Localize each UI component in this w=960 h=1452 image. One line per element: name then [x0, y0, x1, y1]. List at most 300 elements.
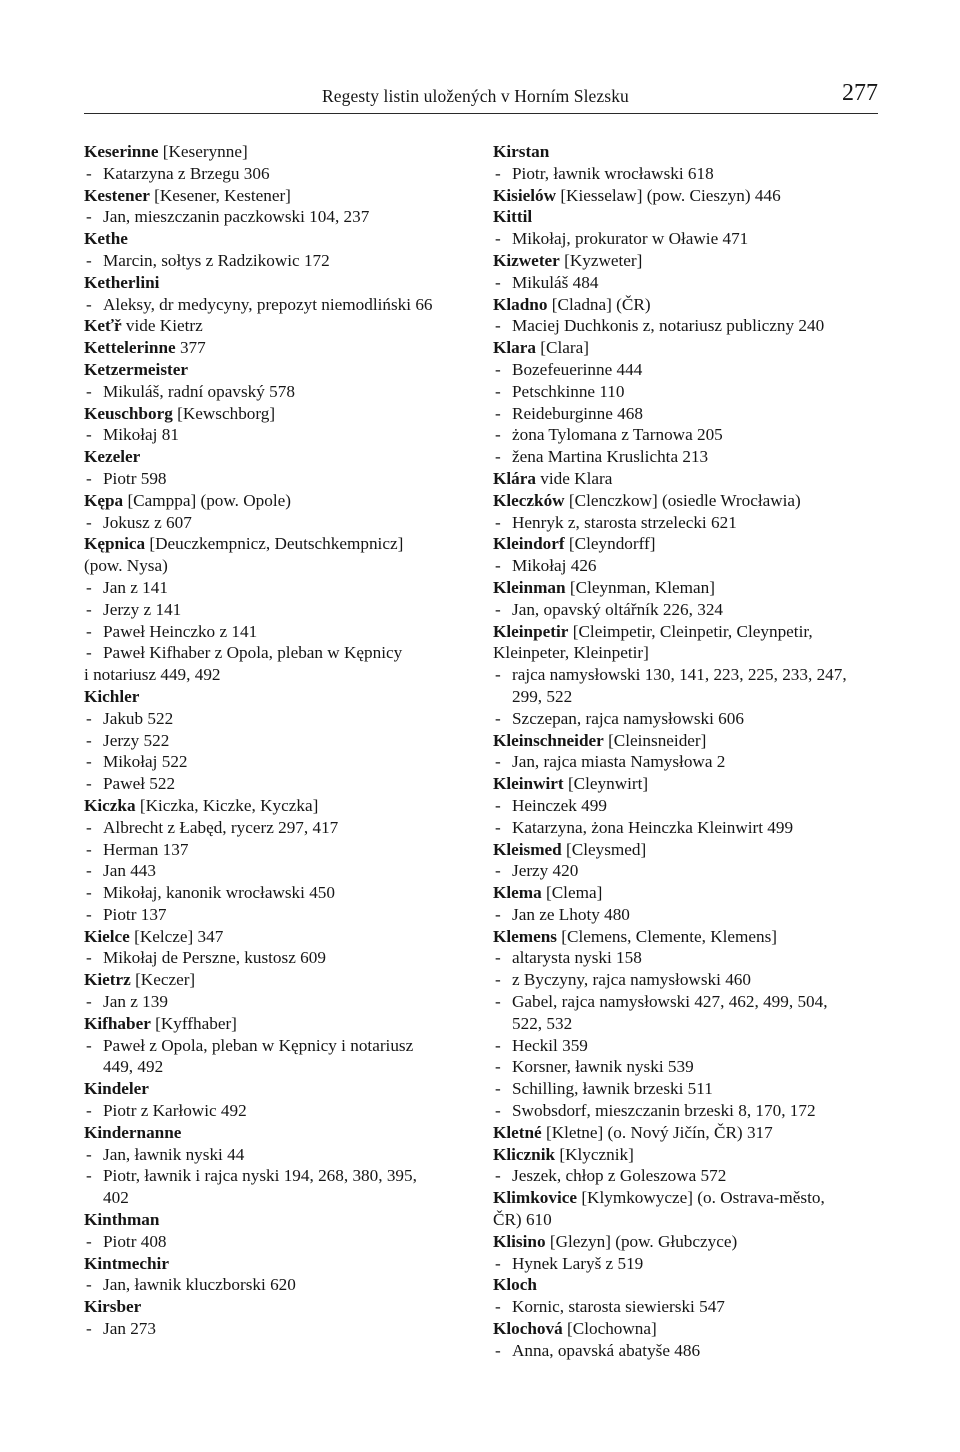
subentry [493, 1165, 893, 1187]
entry-keyword: Kestener [84, 185, 150, 205]
subentry-text: Hynek Laryš z 519 [512, 1253, 644, 1273]
entry-variants: [Kyffhaber] [150, 1013, 237, 1033]
index-entry [493, 1318, 893, 1362]
subentry [84, 1100, 476, 1122]
subentry [84, 250, 476, 272]
entry-heading [493, 730, 893, 752]
dash-bullet: - [86, 883, 92, 903]
entry-keyword: Kirstan [493, 142, 550, 161]
entry-keyword: Kettelerinne [84, 338, 176, 358]
subentry-text: Paweł 522 [103, 774, 176, 794]
entry-variants: [Keczer] [130, 970, 196, 990]
entry-heading [493, 490, 893, 512]
entry-keyword: Kisielów [493, 185, 557, 205]
entry-variants: [Klymkowycze] (o. Ostrava-město, [577, 1188, 825, 1208]
entry-heading [493, 141, 893, 163]
dash-bullet: - [86, 992, 92, 1012]
dash-bullet: - [86, 599, 92, 619]
dash-bullet: - [495, 447, 501, 467]
entry-heading [84, 359, 476, 381]
index-entry [493, 1187, 893, 1231]
subentry [84, 1274, 476, 1296]
entry-keyword: Kiczka [84, 795, 136, 815]
dash-bullet: - [86, 1144, 92, 1164]
subentry [493, 228, 893, 250]
entry-heading [84, 1013, 476, 1035]
subentry [493, 1340, 893, 1362]
subentry [84, 1035, 476, 1057]
subentry-text: Albrecht z Łabęd, rycerz 297, 417 [103, 817, 339, 837]
entry-heading [84, 795, 476, 817]
entry-variants: [Glezyn] (pow. Głubczyce) [545, 1231, 738, 1251]
entry-heading [84, 337, 476, 359]
index-entry [84, 185, 476, 229]
subentry [84, 512, 476, 534]
subentry-text: Petschkinne 110 [512, 381, 625, 401]
entry-keyword: Klemens [493, 926, 557, 946]
subentry [84, 1231, 476, 1253]
entry-keyword: Kezeler [84, 447, 141, 467]
subentry [84, 991, 476, 1013]
subentry [493, 1035, 893, 1057]
entry-heading [493, 839, 893, 861]
subentry [493, 599, 893, 621]
dash-bullet: - [86, 468, 92, 488]
entry-heading [84, 926, 476, 948]
dash-bullet: - [495, 316, 501, 336]
dash-bullet: - [86, 512, 92, 532]
subentry [84, 163, 476, 185]
entry-heading-continuation: Kleinpeter, Kleinpetir] [493, 643, 649, 663]
entry-variants: [Cleysmed] [561, 839, 647, 859]
subentry [493, 315, 893, 337]
entry-keyword: Kępnica [84, 534, 146, 554]
index-entry [493, 839, 893, 883]
subentry-text: Paweł Kifhaber z Opola, pleban w Kępnicy [103, 643, 403, 663]
entry-heading [493, 468, 893, 490]
entry-keyword: Kielce [84, 926, 130, 946]
subentry [493, 555, 893, 577]
subentry [84, 1165, 476, 1187]
entry-variants: [Cleynwirt] [563, 774, 649, 794]
subentry-text: Jerzy z 141 [103, 599, 182, 619]
entry-variants: [Klycznik] [555, 1144, 634, 1164]
subentry-text: Jan 443 [103, 861, 156, 881]
dash-bullet: - [495, 752, 501, 772]
subentry-text: Piotr 408 [103, 1231, 167, 1251]
index-entry [84, 337, 476, 359]
entry-heading [493, 773, 893, 795]
subentry-continuation: 299, 522 [512, 686, 573, 706]
index-entry [493, 250, 893, 294]
entry-tail: i notariusz 449, 492 [84, 665, 221, 685]
subentry [493, 359, 893, 381]
subentry [84, 882, 476, 904]
index-entry [84, 686, 476, 795]
dash-bullet: - [495, 1340, 501, 1360]
entry-variants: [Kiczka, Kiczke, Kyczka] [135, 795, 319, 815]
subentry-text: Heinczek 499 [512, 795, 607, 815]
dash-bullet: - [86, 381, 92, 401]
entry-heading [84, 969, 476, 991]
subentry-text: Jan z 141 [103, 577, 168, 597]
dash-bullet: - [495, 1079, 501, 1099]
subentry-text: Anna, opavská abatyše 486 [512, 1340, 701, 1360]
subentry-text: Jan z 139 [103, 992, 168, 1012]
subentry [493, 403, 893, 425]
dash-bullet: - [86, 621, 92, 641]
dash-bullet: - [495, 163, 501, 183]
dash-bullet: - [86, 1101, 92, 1121]
subentry [84, 577, 476, 599]
entry-heading [493, 533, 893, 555]
entry-variants: [Cleinsneider] [603, 730, 707, 750]
entry-keyword: Kittil [493, 207, 533, 227]
entry-variants: vide Klara [535, 468, 613, 488]
entry-keyword: Kleinwirt [493, 774, 564, 794]
dash-bullet: - [86, 948, 92, 968]
entry-heading [84, 1209, 476, 1231]
entry-heading [493, 1122, 893, 1144]
subentry-text: altarysta nyski 158 [512, 948, 642, 968]
entry-heading [493, 250, 893, 272]
entry-heading [84, 1253, 476, 1275]
index-entry [84, 1253, 476, 1297]
entry-keyword: Kleismed [493, 839, 562, 859]
entry-heading [84, 315, 476, 337]
subentry-text: Maciej Duchkonis z, notariusz publiczny 240 [512, 316, 825, 336]
entry-variants: [Camppa] (pow. Opole) [123, 490, 292, 510]
subentry-text: Jan, opavský oltářník 226, 324 [512, 599, 724, 619]
entry-variants: [Clara] [535, 338, 589, 358]
entry-heading [493, 926, 893, 948]
subentry-text: Paweł Heinczko z 141 [103, 621, 258, 641]
subentry-text: Piotr z Karłowic 492 [103, 1101, 247, 1121]
dash-bullet: - [495, 381, 501, 401]
dash-bullet: - [86, 207, 92, 227]
index-entry [84, 141, 476, 185]
index-column-left [84, 141, 476, 1340]
entry-heading [84, 185, 476, 207]
subentry [493, 1056, 893, 1078]
entry-variants: [Kewschborg] [172, 403, 276, 423]
subentry [493, 664, 893, 686]
subentry-text: z Byczyny, rajca namysłowski 460 [512, 970, 751, 990]
index-entry [84, 272, 476, 316]
subentry-text: Mikołaj 81 [103, 425, 179, 445]
entry-variants: [Deuczkempnicz, Deutschkempnicz] [145, 534, 404, 554]
subentry-text: Aleksy, dr medycyny, prepozyt niemodliński 66 [103, 294, 433, 314]
dash-bullet: - [495, 817, 501, 837]
index-entry [84, 446, 476, 490]
dash-bullet: - [495, 359, 501, 379]
entry-heading [493, 1274, 893, 1296]
subentry-text: Jakub 522 [103, 708, 174, 728]
subentry-text: Korsner, ławnik nyski 539 [512, 1057, 694, 1077]
entry-keyword: Kindernanne [84, 1122, 182, 1142]
index-entry [493, 185, 893, 207]
page-header [84, 80, 878, 114]
entry-keyword: Klochová [493, 1319, 563, 1339]
dash-bullet: - [495, 556, 501, 576]
entry-keyword: Ketzermeister [84, 359, 188, 379]
subentry-text: Heckil 359 [512, 1035, 588, 1055]
dash-bullet: - [495, 1253, 501, 1273]
index-entry [493, 533, 893, 577]
dash-bullet: - [86, 163, 92, 183]
dash-bullet: - [86, 1166, 92, 1186]
subentry [493, 381, 893, 403]
dash-bullet: - [495, 904, 501, 924]
index-entry [493, 141, 893, 185]
subentry [493, 1078, 893, 1100]
entry-keyword: Kladno [493, 294, 548, 314]
entry-variants: [Keserynne] [158, 142, 248, 161]
dash-bullet: - [86, 250, 92, 270]
subentry-text: Mikołaj 426 [512, 556, 597, 576]
entry-keyword: Kleinpetir [493, 621, 569, 641]
subentry [493, 904, 893, 926]
entry-variants: [Cladna] (ČR) [547, 294, 651, 314]
index-entry [84, 1296, 476, 1340]
dash-bullet: - [86, 643, 92, 663]
entry-heading [493, 1318, 893, 1340]
entry-keyword: Kleczków [493, 490, 565, 510]
dash-bullet: - [495, 1297, 501, 1317]
dash-bullet: - [86, 1035, 92, 1055]
entry-keyword: Kichler [84, 686, 140, 706]
dash-bullet: - [495, 1101, 501, 1121]
entry-heading [493, 1231, 893, 1253]
entry-heading [493, 1144, 893, 1166]
entry-keyword: Ketherlini [84, 272, 160, 292]
subentry-text: Katarzyna z Brzegu 306 [103, 163, 270, 183]
entry-keyword: Klicznik [493, 1144, 556, 1164]
subentry [493, 708, 893, 730]
entry-heading [493, 882, 893, 904]
subentry-text: Jan 273 [103, 1319, 156, 1339]
entry-heading [84, 533, 476, 555]
subentry-text: rajca namysłowski 130, 141, 223, 225, 233, 247, [512, 665, 847, 685]
dash-bullet: - [86, 425, 92, 445]
entry-variants: [Kiesselaw] (pow. Cieszyn) 446 [556, 185, 781, 205]
subentry-text: Kornic, starosta siewierski 547 [512, 1297, 725, 1317]
dash-bullet: - [495, 708, 501, 728]
dash-bullet: - [86, 904, 92, 924]
index-entry [493, 206, 893, 250]
entry-variants: [Kesener, Kestener] [149, 185, 291, 205]
index-entry [84, 1122, 476, 1209]
subentry-continuation: 402 [103, 1188, 129, 1208]
subentry-text: Jan, ławnik nyski 44 [103, 1144, 245, 1164]
entry-keyword: Klara [493, 338, 536, 358]
entry-heading [84, 446, 476, 468]
index-entry [84, 1078, 476, 1122]
dash-bullet: - [495, 403, 501, 423]
subentry-text: Gabel, rajca namysłowski 427, 462, 499, 504, [512, 992, 828, 1012]
index-entry [493, 926, 893, 1122]
subentry-text: Paweł z Opola, pleban w Kępnicy i notariusz [103, 1035, 414, 1055]
dash-bullet: - [495, 425, 501, 445]
entry-keyword: Keťř [84, 316, 122, 336]
entry-keyword: Klisino [493, 1231, 546, 1251]
index-entry [84, 1013, 476, 1078]
dash-bullet: - [86, 1275, 92, 1295]
index-entry [84, 969, 476, 1013]
subentry [493, 991, 893, 1013]
dash-bullet: - [495, 1057, 501, 1077]
subentry-text: żona Tylomana z Tarnowa 205 [512, 425, 723, 445]
entry-variants: [Clenczkow] (osiedle Wrocławia) [564, 490, 801, 510]
subentry [493, 947, 893, 969]
index-entry [84, 359, 476, 403]
subentry [84, 1144, 476, 1166]
index-entry [84, 403, 476, 447]
entry-variants: 377 [175, 338, 206, 358]
entry-keyword: Kizweter [493, 250, 560, 270]
entry-heading [84, 141, 476, 163]
dash-bullet: - [86, 730, 92, 750]
entry-heading [84, 1296, 476, 1318]
subentry-text: Reideburginne 468 [512, 403, 643, 423]
subentry [493, 795, 893, 817]
dash-bullet: - [86, 752, 92, 772]
subentry-text: Jan, mieszczanin paczkowski 104, 237 [103, 207, 370, 227]
entry-variants: [Clemens, Clemente, Klemens] [556, 926, 778, 946]
subentry-text: Mikuláš 484 [512, 272, 599, 292]
subentry [84, 642, 476, 664]
entry-heading [493, 337, 893, 359]
subentry [84, 294, 476, 316]
entry-heading [493, 577, 893, 599]
entry-keyword: Kirsber [84, 1297, 142, 1317]
entry-keyword: Kloch [493, 1275, 537, 1295]
entry-variants: vide Kietrz [121, 316, 203, 336]
index-entry [493, 468, 893, 490]
subentry [493, 1296, 893, 1318]
index-entry [493, 294, 893, 338]
dash-bullet: - [495, 1035, 501, 1055]
subentry [493, 1253, 893, 1275]
index-entry [493, 730, 893, 774]
dash-bullet: - [86, 1319, 92, 1339]
index-entry [84, 926, 476, 970]
subentry-text: Piotr 137 [103, 904, 167, 924]
index-entry [493, 490, 893, 534]
entry-heading [493, 621, 893, 643]
index-entry [493, 882, 893, 926]
subentry [493, 163, 893, 185]
dash-bullet: - [86, 294, 92, 314]
index-entry [493, 1274, 893, 1318]
entry-heading [493, 185, 893, 207]
index-entry [493, 773, 893, 838]
subentry [84, 773, 476, 795]
subentry-text: Szczepan, rajca namysłowski 606 [512, 708, 744, 728]
subentry [493, 424, 893, 446]
entry-heading-continuation: (pow. Nysa) [84, 556, 168, 576]
index-entry [84, 1209, 476, 1253]
subentry-text: Jokusz z 607 [103, 512, 192, 532]
dash-bullet: - [86, 817, 92, 837]
entry-keyword: Kethe [84, 229, 128, 249]
page-number: 277 [842, 80, 878, 106]
entry-keyword: Klára [493, 468, 536, 488]
subentry [84, 751, 476, 773]
entry-heading [84, 228, 476, 250]
entry-heading [84, 686, 476, 708]
subentry-text: Piotr, ławnik i rajca nyski 194, 268, 380, 395, [103, 1166, 417, 1186]
entry-variants: [Cleyndorff] [564, 534, 656, 554]
index-entry [493, 1122, 893, 1144]
entry-heading [493, 294, 893, 316]
subentry [493, 1100, 893, 1122]
entry-keyword: Kleindorf [493, 534, 565, 554]
subentry [493, 512, 893, 534]
entry-keyword: Kifhaber [84, 1013, 151, 1033]
entry-keyword: Klema [493, 883, 542, 903]
dash-bullet: - [495, 948, 501, 968]
dash-bullet: - [495, 229, 501, 249]
subentry [84, 947, 476, 969]
subentry [84, 468, 476, 490]
subentry-text: Mikołaj de Perszne, kustosz 609 [103, 948, 326, 968]
entry-heading [84, 1122, 476, 1144]
subentry-text: Jan, ławnik kluczborski 620 [103, 1275, 296, 1295]
index-entry [84, 490, 476, 534]
entry-variants: [Cleynman, Kleman] [565, 577, 715, 597]
dash-bullet: - [495, 272, 501, 292]
entry-keyword: Kletné [493, 1122, 542, 1142]
entry-variants: [Clema] [541, 883, 603, 903]
subentry [84, 904, 476, 926]
entry-keyword: Kępa [84, 490, 124, 510]
subentry [84, 708, 476, 730]
entry-keyword: Keserinne [84, 142, 159, 161]
entry-heading [84, 272, 476, 294]
entry-heading [493, 206, 893, 228]
entry-keyword: Kintmechir [84, 1253, 169, 1273]
entry-keyword: Kleinman [493, 577, 566, 597]
subentry [493, 817, 893, 839]
subentry [84, 424, 476, 446]
subentry [493, 272, 893, 294]
entry-keyword: Klimkovice [493, 1188, 578, 1208]
index-entry [493, 1231, 893, 1275]
dash-bullet: - [86, 577, 92, 597]
dash-bullet: - [86, 774, 92, 794]
subentry [84, 621, 476, 643]
subentry-text: Jerzy 420 [512, 861, 579, 881]
dash-bullet: - [86, 1231, 92, 1251]
subentry [493, 969, 893, 991]
entry-heading-continuation: ČR) 610 [493, 1210, 552, 1230]
dash-bullet: - [86, 839, 92, 859]
index-entry [493, 621, 893, 730]
entry-keyword: Kietrz [84, 970, 131, 990]
index-entry [84, 315, 476, 337]
subentry-text: Katarzyna, żona Heinczka Kleinwirt 499 [512, 817, 794, 837]
entry-keyword: Keuschborg [84, 403, 173, 423]
dash-bullet: - [495, 970, 501, 990]
subentry-text: Mikołaj, prokurator w Oławie 471 [512, 229, 749, 249]
entry-keyword: Kleinschneider [493, 730, 604, 750]
dash-bullet: - [495, 861, 501, 881]
index-entry [84, 533, 476, 686]
entry-variants: [Kelcze] 347 [129, 926, 224, 946]
entry-heading [84, 403, 476, 425]
header-rule [84, 113, 878, 114]
